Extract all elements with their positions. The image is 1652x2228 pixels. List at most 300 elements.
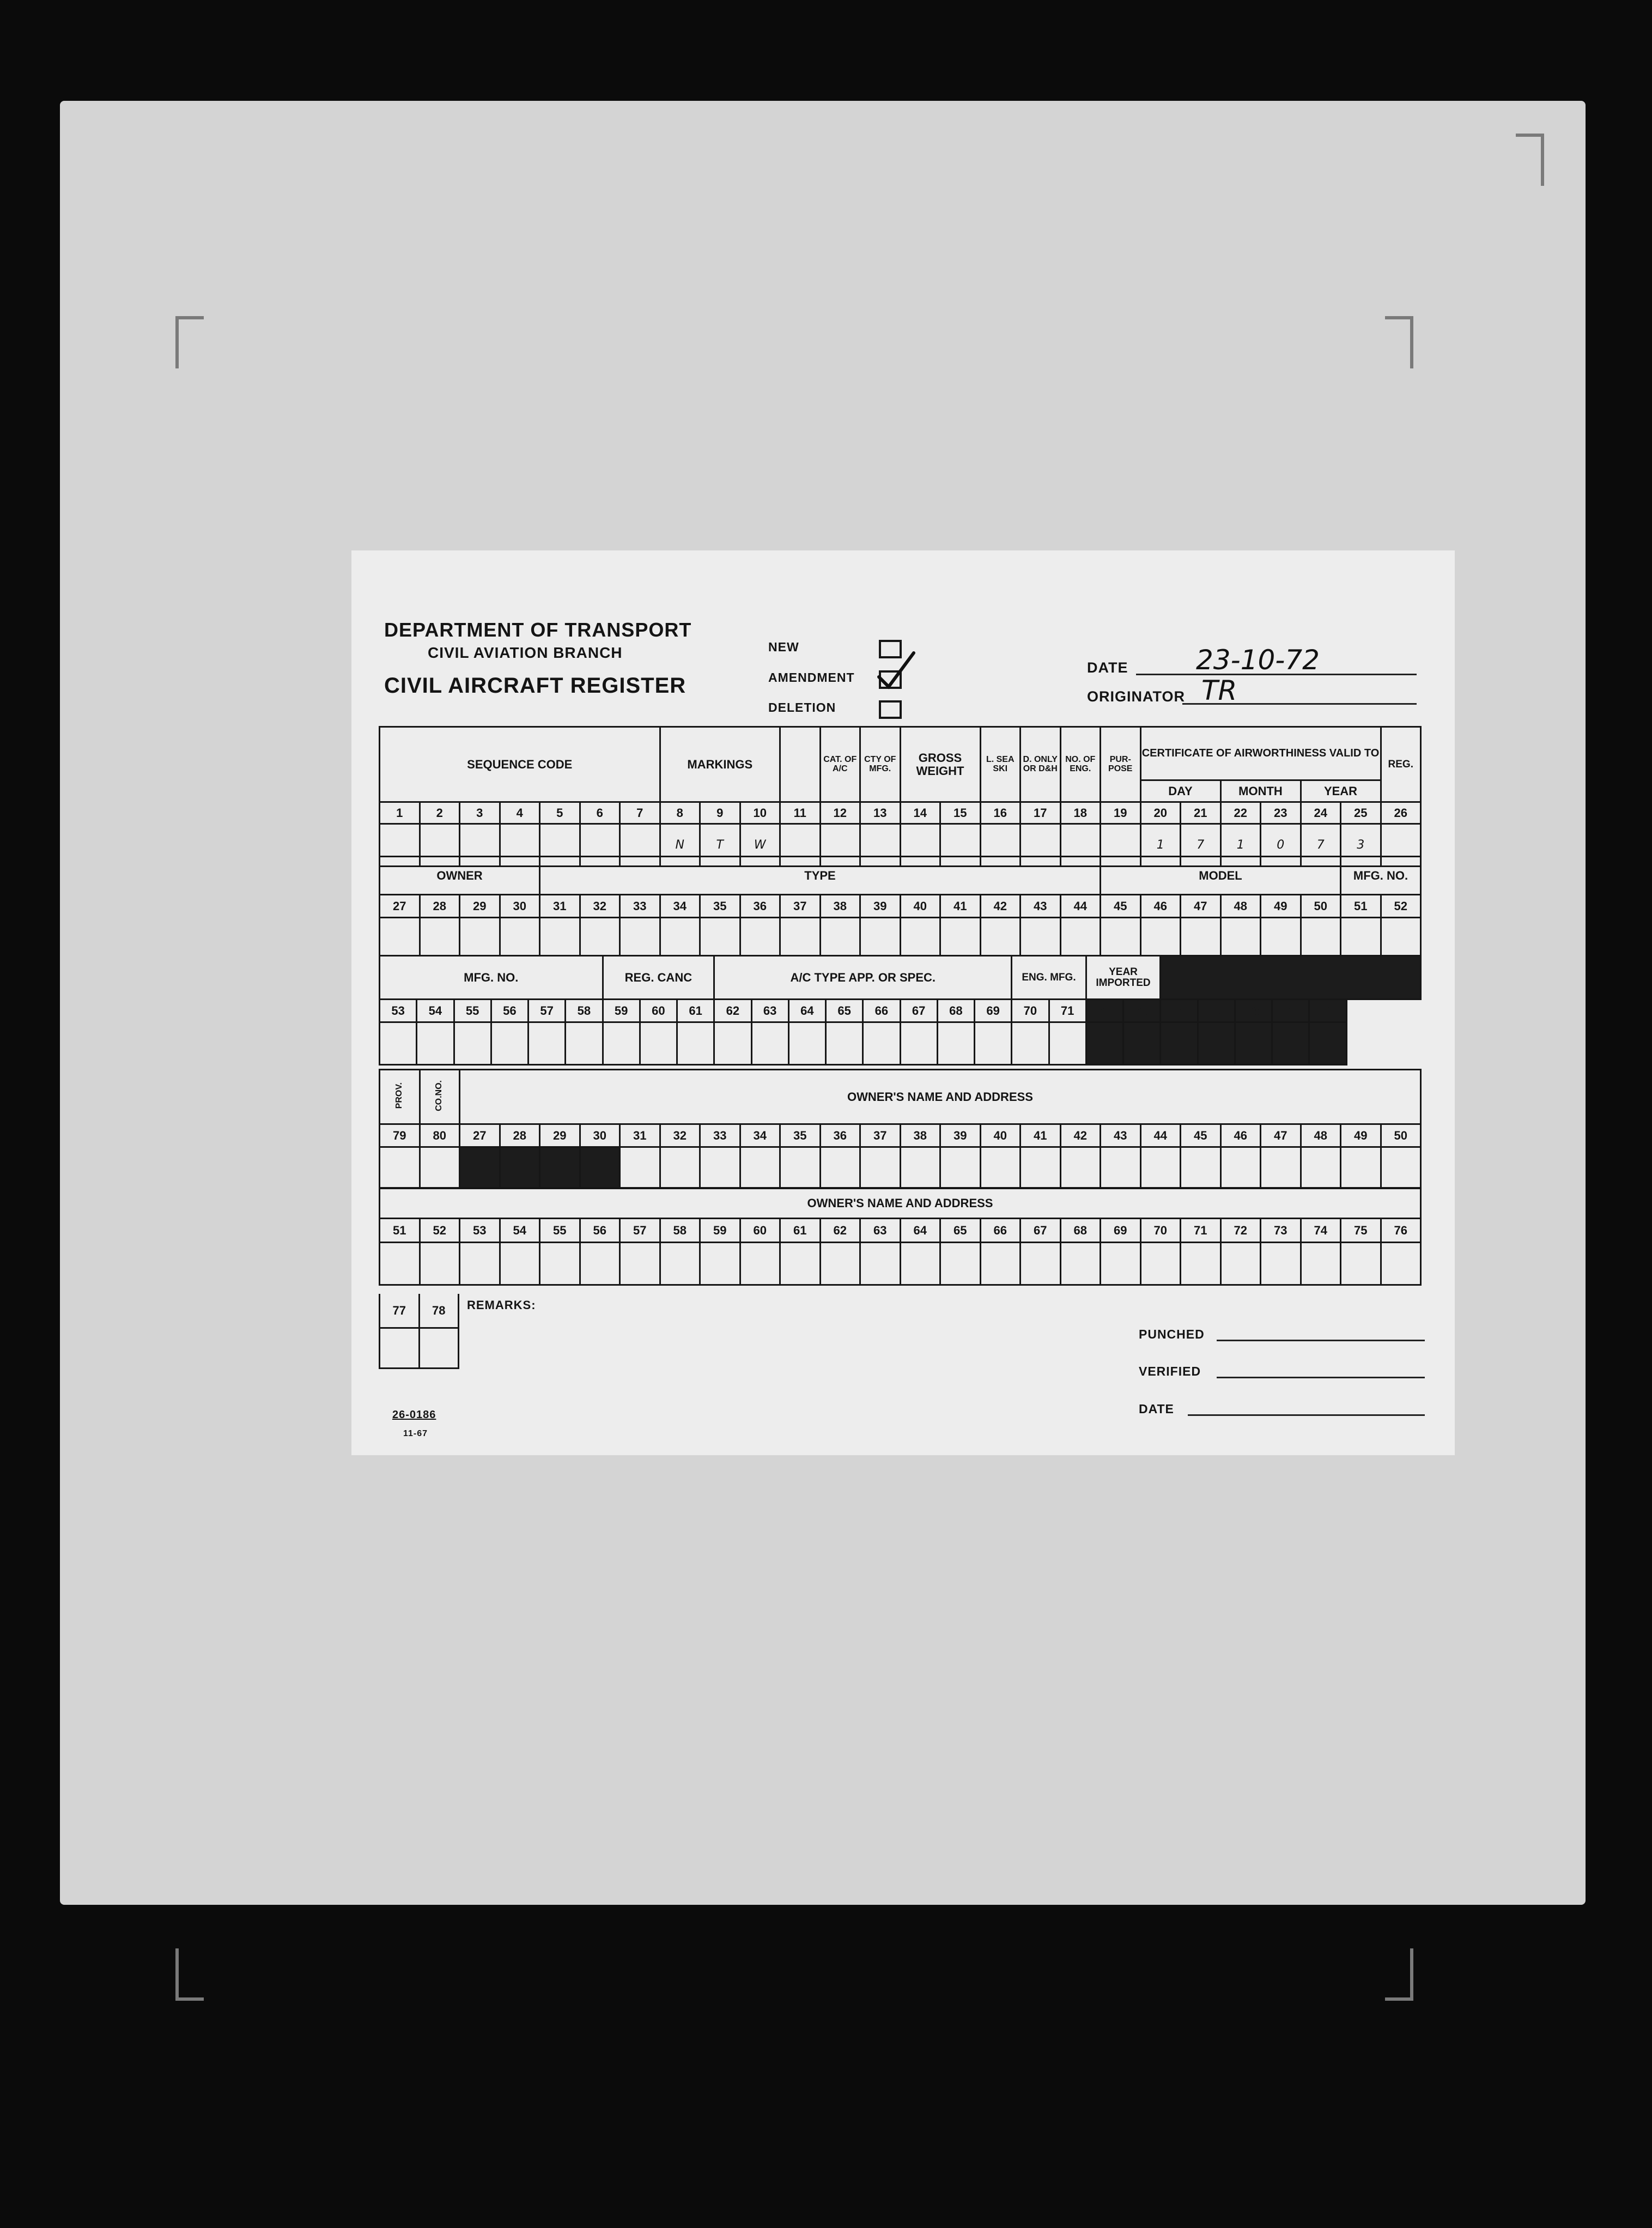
col-number: 37 bbox=[860, 1124, 901, 1147]
markings-cell[interactable]: T bbox=[700, 824, 740, 867]
option-deletion-label: DELETION bbox=[768, 700, 836, 715]
option-amendment-label: AMENDMENT bbox=[768, 670, 855, 685]
col-number: 50 bbox=[1301, 895, 1341, 918]
entry-cell[interactable] bbox=[1060, 1147, 1101, 1189]
d-only-header: D. ONLY OR D&H bbox=[1021, 727, 1061, 802]
cert-airworthiness-header: CERTIFICATE OF AIRWORTHINESS VALID TO bbox=[1140, 727, 1381, 780]
col-number: 48 bbox=[1220, 895, 1261, 918]
col-number: 47 bbox=[1261, 1124, 1301, 1147]
bottom-date-line bbox=[1188, 1414, 1425, 1416]
entry-cell[interactable] bbox=[1261, 918, 1301, 956]
col-number: 33 bbox=[620, 895, 660, 918]
col-number: 40 bbox=[980, 1124, 1021, 1147]
col-number: 31 bbox=[620, 1124, 660, 1147]
entry-cell[interactable] bbox=[820, 1243, 860, 1285]
entry-cell[interactable] bbox=[660, 1147, 700, 1189]
entry-cell[interactable] bbox=[1341, 1243, 1381, 1285]
col-number: 36 bbox=[820, 1124, 860, 1147]
col-number: 51 bbox=[380, 1219, 420, 1243]
col-number: 58 bbox=[566, 1000, 603, 1022]
col-number: 56 bbox=[491, 1000, 528, 1022]
blacked-cell bbox=[540, 1147, 580, 1189]
col-number: 77 bbox=[380, 1294, 420, 1328]
entry-cell[interactable] bbox=[820, 1147, 860, 1189]
option-new-label: NEW bbox=[768, 640, 799, 654]
col-number-blacked: 78 bbox=[1309, 1000, 1346, 1022]
entry-cell[interactable] bbox=[740, 1147, 780, 1189]
col-number-blacked: 76 bbox=[1235, 1000, 1272, 1022]
blank-header bbox=[780, 727, 821, 802]
col-number: 80 bbox=[420, 1124, 460, 1147]
blacked-cell bbox=[1086, 1022, 1123, 1065]
cert-date-cell[interactable]: 7 bbox=[1181, 824, 1221, 867]
month-header: MONTH bbox=[1220, 780, 1301, 802]
col-number: 73 bbox=[1261, 1219, 1301, 1243]
entry-cell[interactable] bbox=[975, 1022, 1012, 1065]
col-number: 51 bbox=[1341, 895, 1381, 918]
col-number: 45 bbox=[1181, 1124, 1221, 1147]
reg-header: REG. bbox=[1381, 727, 1421, 802]
entry-cell[interactable] bbox=[980, 1243, 1021, 1285]
entry-cell[interactable] bbox=[1021, 1243, 1061, 1285]
col-number: 54 bbox=[500, 1219, 540, 1243]
col-number: 45 bbox=[1101, 895, 1141, 918]
col-number: 63 bbox=[751, 1000, 788, 1022]
col-number: 21 bbox=[1181, 802, 1221, 824]
mfg-no-header: MFG. NO. bbox=[1341, 857, 1421, 895]
entry-cell[interactable] bbox=[1220, 918, 1261, 956]
entry-cell[interactable] bbox=[529, 1022, 566, 1065]
col-number: 4 bbox=[500, 802, 540, 824]
entry-cell[interactable] bbox=[660, 1243, 700, 1285]
year-imported-header: YEAR IMPORTED bbox=[1086, 956, 1161, 1000]
col-number: 61 bbox=[677, 1000, 714, 1022]
col-number-blacked: 73 bbox=[1123, 1000, 1161, 1022]
entry-cell[interactable] bbox=[660, 918, 700, 956]
col-number: 22 bbox=[1220, 802, 1261, 824]
year-header: YEAR bbox=[1301, 780, 1381, 802]
entry-cell[interactable] bbox=[937, 1022, 974, 1065]
col-number: 57 bbox=[529, 1000, 566, 1022]
col-number: 27 bbox=[460, 1124, 500, 1147]
blacked-cell bbox=[500, 1147, 540, 1189]
entry-cell[interactable] bbox=[540, 918, 580, 956]
crop-mark-top-left bbox=[175, 316, 204, 368]
entry-cell[interactable] bbox=[380, 1328, 420, 1368]
entry-cell[interactable] bbox=[1021, 1147, 1061, 1189]
entry-cell[interactable] bbox=[566, 1022, 603, 1065]
col-number: 53 bbox=[460, 1219, 500, 1243]
entry-cell[interactable] bbox=[1060, 1243, 1101, 1285]
verified-label: VERIFIED bbox=[1139, 1364, 1201, 1378]
entry-cell[interactable] bbox=[900, 1147, 940, 1189]
col-number: 55 bbox=[454, 1000, 491, 1022]
col-number: 39 bbox=[940, 1124, 981, 1147]
crop-mark-corner-right bbox=[1516, 134, 1544, 186]
col-number: 8 bbox=[660, 802, 700, 824]
branch-title: CIVIL AVIATION BRANCH bbox=[428, 644, 623, 661]
entry-cell[interactable] bbox=[1341, 918, 1381, 956]
col-number: 29 bbox=[540, 1124, 580, 1147]
l-sea-ski-header: L. SEA SKI bbox=[980, 727, 1021, 802]
entry-cell[interactable] bbox=[1381, 1243, 1421, 1285]
register-card bbox=[351, 550, 1455, 1455]
col-number: 52 bbox=[1381, 895, 1421, 918]
entry-cell[interactable] bbox=[1140, 918, 1181, 956]
col-number: 6 bbox=[580, 802, 620, 824]
date-value[interactable]: 23-10-72 bbox=[1196, 644, 1320, 676]
col-number: 3 bbox=[460, 802, 500, 824]
col-number: 1 bbox=[380, 802, 420, 824]
col-number: 2 bbox=[420, 802, 460, 824]
col-number: 61 bbox=[780, 1219, 821, 1243]
entry-cell[interactable] bbox=[1301, 918, 1341, 956]
col-number: 44 bbox=[1060, 895, 1101, 918]
col-number: 18 bbox=[1060, 802, 1101, 824]
col-number: 46 bbox=[1140, 895, 1181, 918]
entry-cell[interactable] bbox=[751, 1022, 788, 1065]
col-number: 24 bbox=[1301, 802, 1341, 824]
day-header: DAY bbox=[1140, 780, 1220, 802]
entry-cell[interactable] bbox=[460, 918, 500, 956]
entry-cell[interactable] bbox=[603, 1022, 640, 1065]
col-number: 75 bbox=[1341, 1219, 1381, 1243]
entry-cell[interactable] bbox=[788, 1022, 825, 1065]
col-number: 12 bbox=[820, 802, 860, 824]
entry-cell[interactable] bbox=[1261, 1243, 1301, 1285]
entry-cell[interactable] bbox=[1181, 918, 1221, 956]
markings-cell[interactable]: N bbox=[660, 824, 700, 867]
entry-cell[interactable] bbox=[620, 1147, 660, 1189]
prov-header bbox=[380, 1070, 420, 1124]
co-no-header bbox=[420, 1070, 460, 1124]
col-number: 46 bbox=[1220, 1124, 1261, 1147]
col-number: 70 bbox=[1012, 1000, 1049, 1022]
col-number: 68 bbox=[1060, 1219, 1101, 1243]
entry-cell[interactable] bbox=[380, 1022, 417, 1065]
entry-cell[interactable] bbox=[380, 1147, 420, 1189]
entry-cell[interactable] bbox=[420, 918, 460, 956]
entry-cell[interactable] bbox=[714, 1022, 751, 1065]
col-number: 65 bbox=[940, 1219, 981, 1243]
col-number: 43 bbox=[1101, 1124, 1141, 1147]
owners-name-header-2: OWNER'S NAME AND ADDRESS bbox=[380, 1188, 1421, 1219]
col-number: 74 bbox=[1301, 1219, 1341, 1243]
entry-cell[interactable] bbox=[640, 1022, 677, 1065]
col-number: 38 bbox=[820, 895, 860, 918]
col-number: 35 bbox=[700, 895, 740, 918]
date-label: DATE bbox=[1087, 659, 1128, 676]
col-number: 50 bbox=[1381, 1124, 1421, 1147]
col-number: 39 bbox=[860, 895, 901, 918]
entry-cell[interactable] bbox=[700, 1243, 740, 1285]
department-title: DEPARTMENT OF TRANSPORT bbox=[384, 619, 692, 641]
entry-cell[interactable] bbox=[1012, 1022, 1049, 1065]
blacked-cell bbox=[460, 1147, 500, 1189]
remarks-label: REMARKS: bbox=[467, 1298, 536, 1312]
col-number: 14 bbox=[900, 802, 940, 824]
originator-value[interactable]: TR bbox=[1201, 675, 1237, 706]
col-number-blacked: 74 bbox=[1161, 1000, 1198, 1022]
entry-cell[interactable] bbox=[500, 918, 540, 956]
mfg-no-header-2: MFG. NO. bbox=[380, 956, 603, 1000]
blacked-cell bbox=[1123, 1022, 1161, 1065]
col-number: 66 bbox=[980, 1219, 1021, 1243]
col-number: 33 bbox=[700, 1124, 740, 1147]
entry-cell[interactable] bbox=[1101, 1243, 1141, 1285]
ac-type-app-header: A/C TYPE APP. OR SPEC. bbox=[714, 956, 1012, 1000]
col-number: 78 bbox=[419, 1294, 459, 1328]
col-number: 76 bbox=[1381, 1219, 1421, 1243]
crop-mark-bottom-left bbox=[175, 1948, 204, 2001]
col-number: 37 bbox=[780, 895, 821, 918]
col-number: 44 bbox=[1140, 1124, 1181, 1147]
entry-cell[interactable] bbox=[1381, 1147, 1421, 1189]
originator-label: ORIGINATOR bbox=[1087, 688, 1186, 705]
entry-cell[interactable] bbox=[1060, 918, 1101, 956]
entry-cell[interactable] bbox=[700, 1147, 740, 1189]
sequence-code-header: SEQUENCE CODE bbox=[380, 727, 660, 802]
entry-cell[interactable] bbox=[420, 1243, 460, 1285]
col-number: 34 bbox=[740, 1124, 780, 1147]
cty-mfg-header: CTY OF MFG. bbox=[860, 727, 901, 802]
entry-cell[interactable] bbox=[580, 1243, 620, 1285]
col-number: 60 bbox=[740, 1219, 780, 1243]
entry-cell[interactable] bbox=[1341, 1147, 1381, 1189]
col-number: 41 bbox=[940, 895, 981, 918]
owner-header: OWNER bbox=[380, 857, 540, 895]
entry-cell[interactable] bbox=[420, 1147, 460, 1189]
row4-grid bbox=[379, 1069, 1422, 1189]
col-number: 49 bbox=[1341, 1124, 1381, 1147]
col-number: 42 bbox=[980, 895, 1021, 918]
entry-cell[interactable] bbox=[740, 1243, 780, 1285]
col-number: 55 bbox=[540, 1219, 580, 1243]
entry-cell[interactable] bbox=[380, 918, 420, 956]
entry-cell[interactable] bbox=[419, 1328, 459, 1368]
entry-cell[interactable] bbox=[491, 1022, 528, 1065]
col-number: 69 bbox=[975, 1000, 1012, 1022]
entry-cell[interactable] bbox=[780, 1243, 821, 1285]
entry-cell[interactable] bbox=[1301, 1147, 1341, 1189]
col-number: 53 bbox=[380, 1000, 417, 1022]
entry-cell[interactable] bbox=[460, 1243, 500, 1285]
col-number: 71 bbox=[1049, 1000, 1086, 1022]
entry-cell[interactable] bbox=[1261, 1147, 1301, 1189]
cert-date-cell[interactable]: 1 bbox=[1220, 824, 1261, 867]
col-number: 70 bbox=[1140, 1219, 1181, 1243]
col-number: 30 bbox=[500, 895, 540, 918]
bottom-date-label: DATE bbox=[1139, 1402, 1174, 1416]
col-number-blacked: 72 bbox=[1086, 1000, 1123, 1022]
entry-cell[interactable] bbox=[1021, 918, 1061, 956]
col-number: 35 bbox=[780, 1124, 821, 1147]
eng-mfg-header: ENG. MFG. bbox=[1012, 956, 1086, 1000]
cert-date-cell[interactable]: 3 bbox=[1341, 824, 1381, 867]
entry-cell[interactable] bbox=[940, 1243, 981, 1285]
col-number: 23 bbox=[1261, 802, 1301, 824]
entry-cell[interactable] bbox=[454, 1022, 491, 1065]
col-number: 65 bbox=[826, 1000, 863, 1022]
entry-cell[interactable] bbox=[826, 1022, 863, 1065]
no-eng-header: NO. OF ENG. bbox=[1060, 727, 1101, 802]
crop-mark-top-right bbox=[1385, 316, 1413, 368]
row1-grid bbox=[379, 726, 1422, 867]
prov-header-text: PROV. bbox=[394, 1082, 404, 1109]
col-number: 9 bbox=[700, 802, 740, 824]
entry-cell[interactable] bbox=[677, 1022, 714, 1065]
col-number: 54 bbox=[417, 1000, 454, 1022]
remarks-grid bbox=[379, 1294, 459, 1369]
entry-cell[interactable] bbox=[620, 1243, 660, 1285]
col-number: 43 bbox=[1021, 895, 1061, 918]
entry-cell[interactable] bbox=[1140, 1243, 1181, 1285]
col-number: 41 bbox=[1021, 1124, 1061, 1147]
cert-date-cell[interactable]: 7 bbox=[1301, 824, 1341, 867]
entry-cell[interactable] bbox=[780, 918, 821, 956]
col-number: 26 bbox=[1381, 802, 1421, 824]
col-number: 19 bbox=[1101, 802, 1141, 824]
col-number: 57 bbox=[620, 1219, 660, 1243]
entry-cell[interactable] bbox=[1220, 1243, 1261, 1285]
crop-mark-bottom-right bbox=[1385, 1948, 1413, 2001]
type-header: TYPE bbox=[540, 857, 1101, 895]
col-number: 49 bbox=[1261, 895, 1301, 918]
register-title: CIVIL AIRCRAFT REGISTER bbox=[384, 674, 687, 698]
col-number: 16 bbox=[980, 802, 1021, 824]
entry-cell[interactable] bbox=[980, 1147, 1021, 1189]
row3-grid bbox=[379, 955, 1422, 1065]
col-number: 36 bbox=[740, 895, 780, 918]
entry-cell[interactable] bbox=[1181, 1147, 1221, 1189]
col-number: 38 bbox=[900, 1124, 940, 1147]
entry-cell[interactable] bbox=[860, 1243, 901, 1285]
markings-cell[interactable]: W bbox=[740, 824, 780, 867]
col-number: 7 bbox=[620, 802, 660, 824]
entry-cell[interactable] bbox=[540, 1243, 580, 1285]
markings-header: MARKINGS bbox=[660, 727, 780, 802]
verified-line bbox=[1217, 1377, 1425, 1378]
entry-cell[interactable] bbox=[1381, 918, 1421, 956]
col-number: 30 bbox=[580, 1124, 620, 1147]
row2-grid bbox=[379, 856, 1422, 956]
col-number: 28 bbox=[500, 1124, 540, 1147]
entry-cell[interactable] bbox=[900, 1022, 937, 1065]
owners-name-header: OWNER'S NAME AND ADDRESS bbox=[460, 1070, 1421, 1124]
col-number: 20 bbox=[1140, 802, 1181, 824]
entry-cell[interactable] bbox=[940, 1147, 981, 1189]
col-number: 31 bbox=[540, 895, 580, 918]
col-number: 69 bbox=[1101, 1219, 1141, 1243]
form-edition: 11-67 bbox=[403, 1429, 428, 1438]
col-number-blacked: 75 bbox=[1198, 1000, 1235, 1022]
col-number: 29 bbox=[460, 895, 500, 918]
blacked-cell bbox=[1161, 1022, 1198, 1065]
entry-cell[interactable] bbox=[1049, 1022, 1086, 1065]
entry-cell[interactable] bbox=[860, 918, 901, 956]
col-number: 25 bbox=[1341, 802, 1381, 824]
col-number: 42 bbox=[1060, 1124, 1101, 1147]
col-number: 64 bbox=[788, 1000, 825, 1022]
col-number: 62 bbox=[714, 1000, 751, 1022]
col-number: 47 bbox=[1181, 895, 1221, 918]
co-no-header-text: CO.NO. bbox=[434, 1080, 444, 1111]
purpose-header: PUR-POSE bbox=[1101, 727, 1141, 802]
entry-cell[interactable] bbox=[580, 918, 620, 956]
entry-cell[interactable] bbox=[620, 918, 660, 956]
entry-cell[interactable] bbox=[500, 1243, 540, 1285]
entry-cell[interactable] bbox=[740, 918, 780, 956]
col-number: 67 bbox=[900, 1000, 937, 1022]
entry-cell[interactable] bbox=[1181, 1243, 1221, 1285]
blacked-cell bbox=[1309, 1022, 1346, 1065]
entry-cell[interactable] bbox=[860, 1147, 901, 1189]
col-number: 17 bbox=[1021, 802, 1061, 824]
cat-ac-header: CAT. OF A/C bbox=[820, 727, 860, 802]
entry-cell[interactable] bbox=[380, 1243, 420, 1285]
cert-date-cell[interactable]: 1 bbox=[1140, 824, 1181, 867]
col-number: 79 bbox=[380, 1124, 420, 1147]
col-number: 72 bbox=[1220, 1219, 1261, 1243]
col-number: 60 bbox=[640, 1000, 677, 1022]
entry-cell[interactable] bbox=[1220, 1147, 1261, 1189]
entry-cell[interactable] bbox=[980, 918, 1021, 956]
entry-cell[interactable] bbox=[900, 918, 940, 956]
col-number: 5 bbox=[540, 802, 580, 824]
entry-cell[interactable] bbox=[1101, 918, 1141, 956]
col-number: 67 bbox=[1021, 1219, 1061, 1243]
col-number: 52 bbox=[420, 1219, 460, 1243]
cert-date-cell[interactable]: 0 bbox=[1261, 824, 1301, 867]
blacked-out-header bbox=[1161, 956, 1421, 1000]
col-number: 13 bbox=[860, 802, 901, 824]
entry-cell[interactable] bbox=[1301, 1243, 1341, 1285]
punched-line bbox=[1217, 1340, 1425, 1341]
entry-cell[interactable] bbox=[863, 1022, 900, 1065]
blacked-cell bbox=[1272, 1022, 1309, 1065]
entry-cell[interactable] bbox=[780, 1147, 821, 1189]
col-number: 59 bbox=[700, 1219, 740, 1243]
col-number: 62 bbox=[820, 1219, 860, 1243]
col-number: 68 bbox=[937, 1000, 974, 1022]
col-number: 48 bbox=[1301, 1124, 1341, 1147]
col-number: 32 bbox=[660, 1124, 700, 1147]
col-number: 11 bbox=[780, 802, 821, 824]
entry-cell[interactable] bbox=[1140, 1147, 1181, 1189]
entry-cell[interactable] bbox=[1101, 1147, 1141, 1189]
col-number: 28 bbox=[420, 895, 460, 918]
blacked-cell bbox=[580, 1147, 620, 1189]
check-mark-icon bbox=[874, 649, 918, 692]
col-number: 63 bbox=[860, 1219, 901, 1243]
entry-cell[interactable] bbox=[820, 918, 860, 956]
entry-cell[interactable] bbox=[700, 918, 740, 956]
col-number: 71 bbox=[1181, 1219, 1221, 1243]
form-number: 26-0186 bbox=[392, 1409, 436, 1421]
reg-canc-header: REG. CANC bbox=[603, 956, 714, 1000]
entry-cell[interactable] bbox=[417, 1022, 454, 1065]
col-number-blacked: 77 bbox=[1272, 1000, 1309, 1022]
entry-cell[interactable] bbox=[940, 918, 981, 956]
col-number: 66 bbox=[863, 1000, 900, 1022]
option-deletion-checkbox[interactable] bbox=[879, 700, 902, 719]
col-number: 58 bbox=[660, 1219, 700, 1243]
row5-grid bbox=[379, 1187, 1422, 1286]
entry-cell[interactable] bbox=[900, 1243, 940, 1285]
blacked-cell bbox=[1235, 1022, 1272, 1065]
col-number: 40 bbox=[900, 895, 940, 918]
model-header: MODEL bbox=[1101, 857, 1341, 895]
